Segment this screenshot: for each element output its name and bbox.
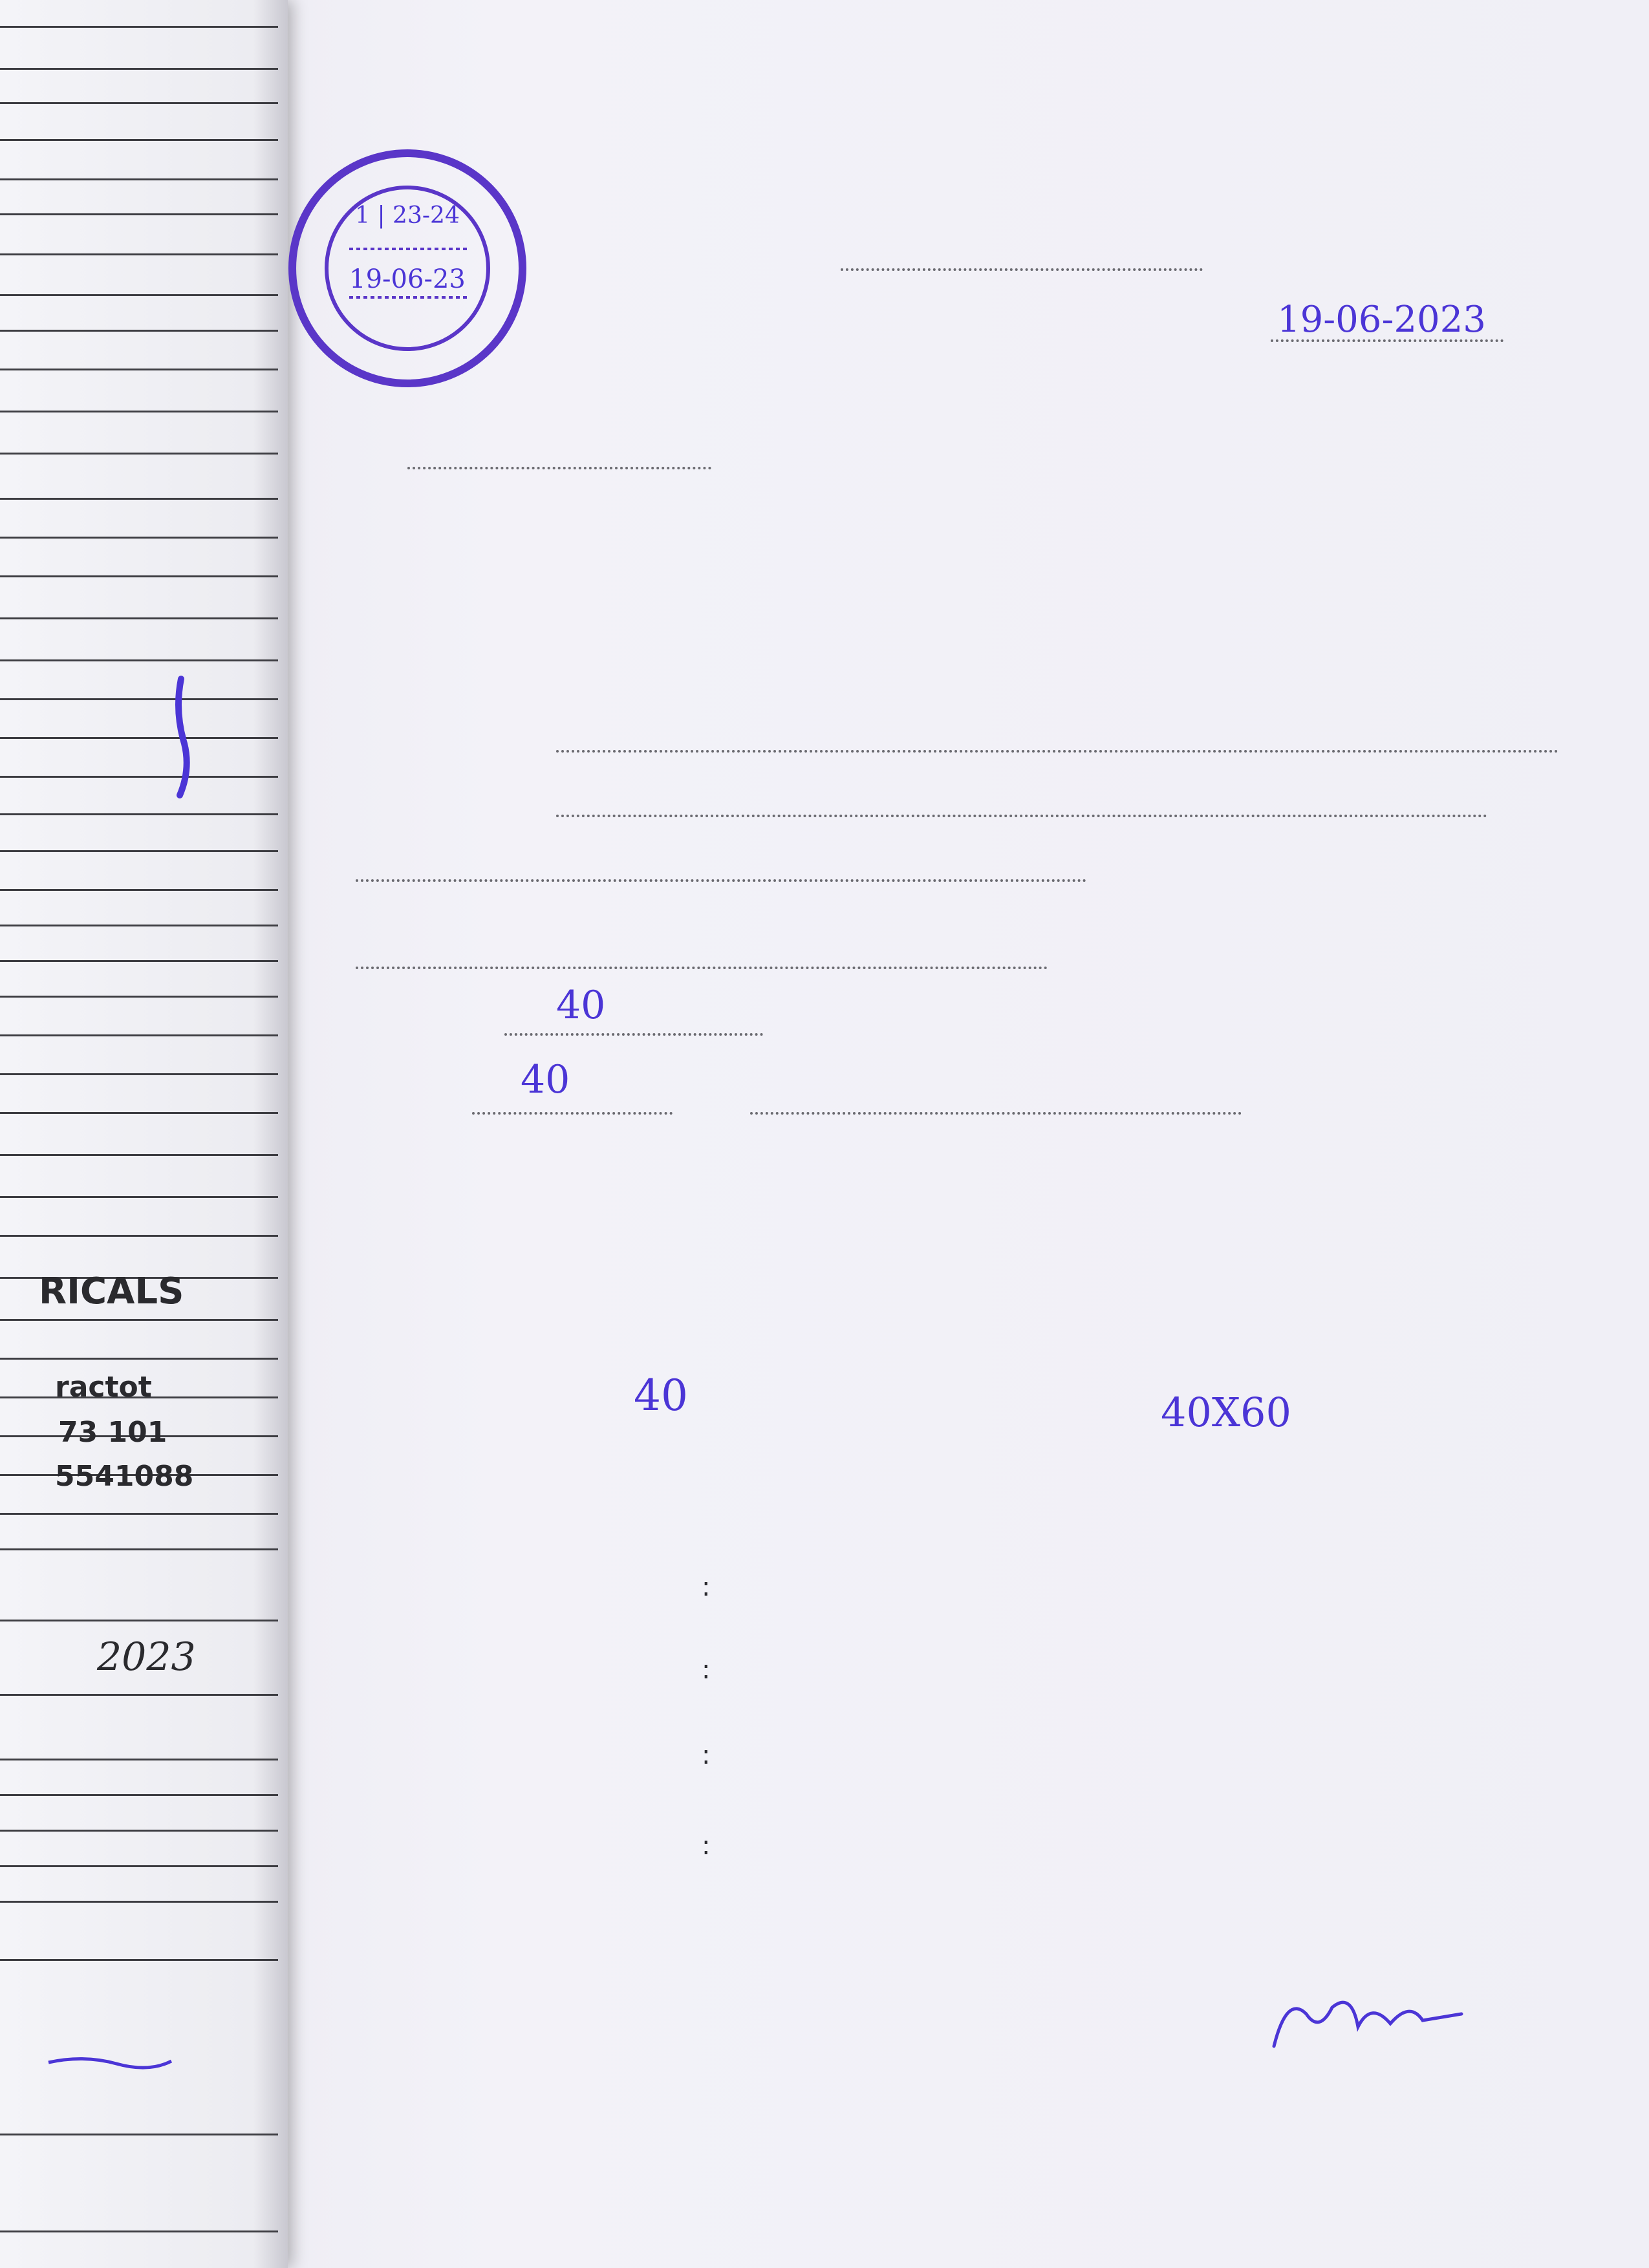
building-no: 40: [556, 983, 606, 1028]
khata-no: 40: [521, 1057, 570, 1102]
panchayat-seal-icon: [285, 145, 530, 391]
seal-inner-no: 1 | 23-24: [355, 202, 460, 229]
seal-inner-date: 19-06-23: [349, 264, 466, 294]
extent-value: 40X60: [1161, 1389, 1291, 1436]
officer-signature-icon: [1261, 1988, 1474, 2059]
document-page: RICALS ractot 73 101 5541088 2023 1 | 23-24 19-06-23 19-06-2023 40 40 40 40X60 : : : :: [0, 0, 1649, 2268]
strip-row-14: 5541088: [55, 1460, 194, 1493]
strip-row-12: ractot: [55, 1371, 152, 1404]
strip-row-11: RICALS: [39, 1270, 184, 1312]
khata-number-value: 40: [634, 1371, 688, 1420]
strip-row-15: 2023: [97, 1634, 196, 1680]
register-strip: [0, 0, 288, 2268]
signature-stroke-icon: [45, 2049, 175, 2075]
pen-mark-icon: [162, 672, 200, 802]
date-value: 19-06-2023: [1277, 299, 1486, 341]
strip-row-13: 73 101: [58, 1416, 167, 1449]
